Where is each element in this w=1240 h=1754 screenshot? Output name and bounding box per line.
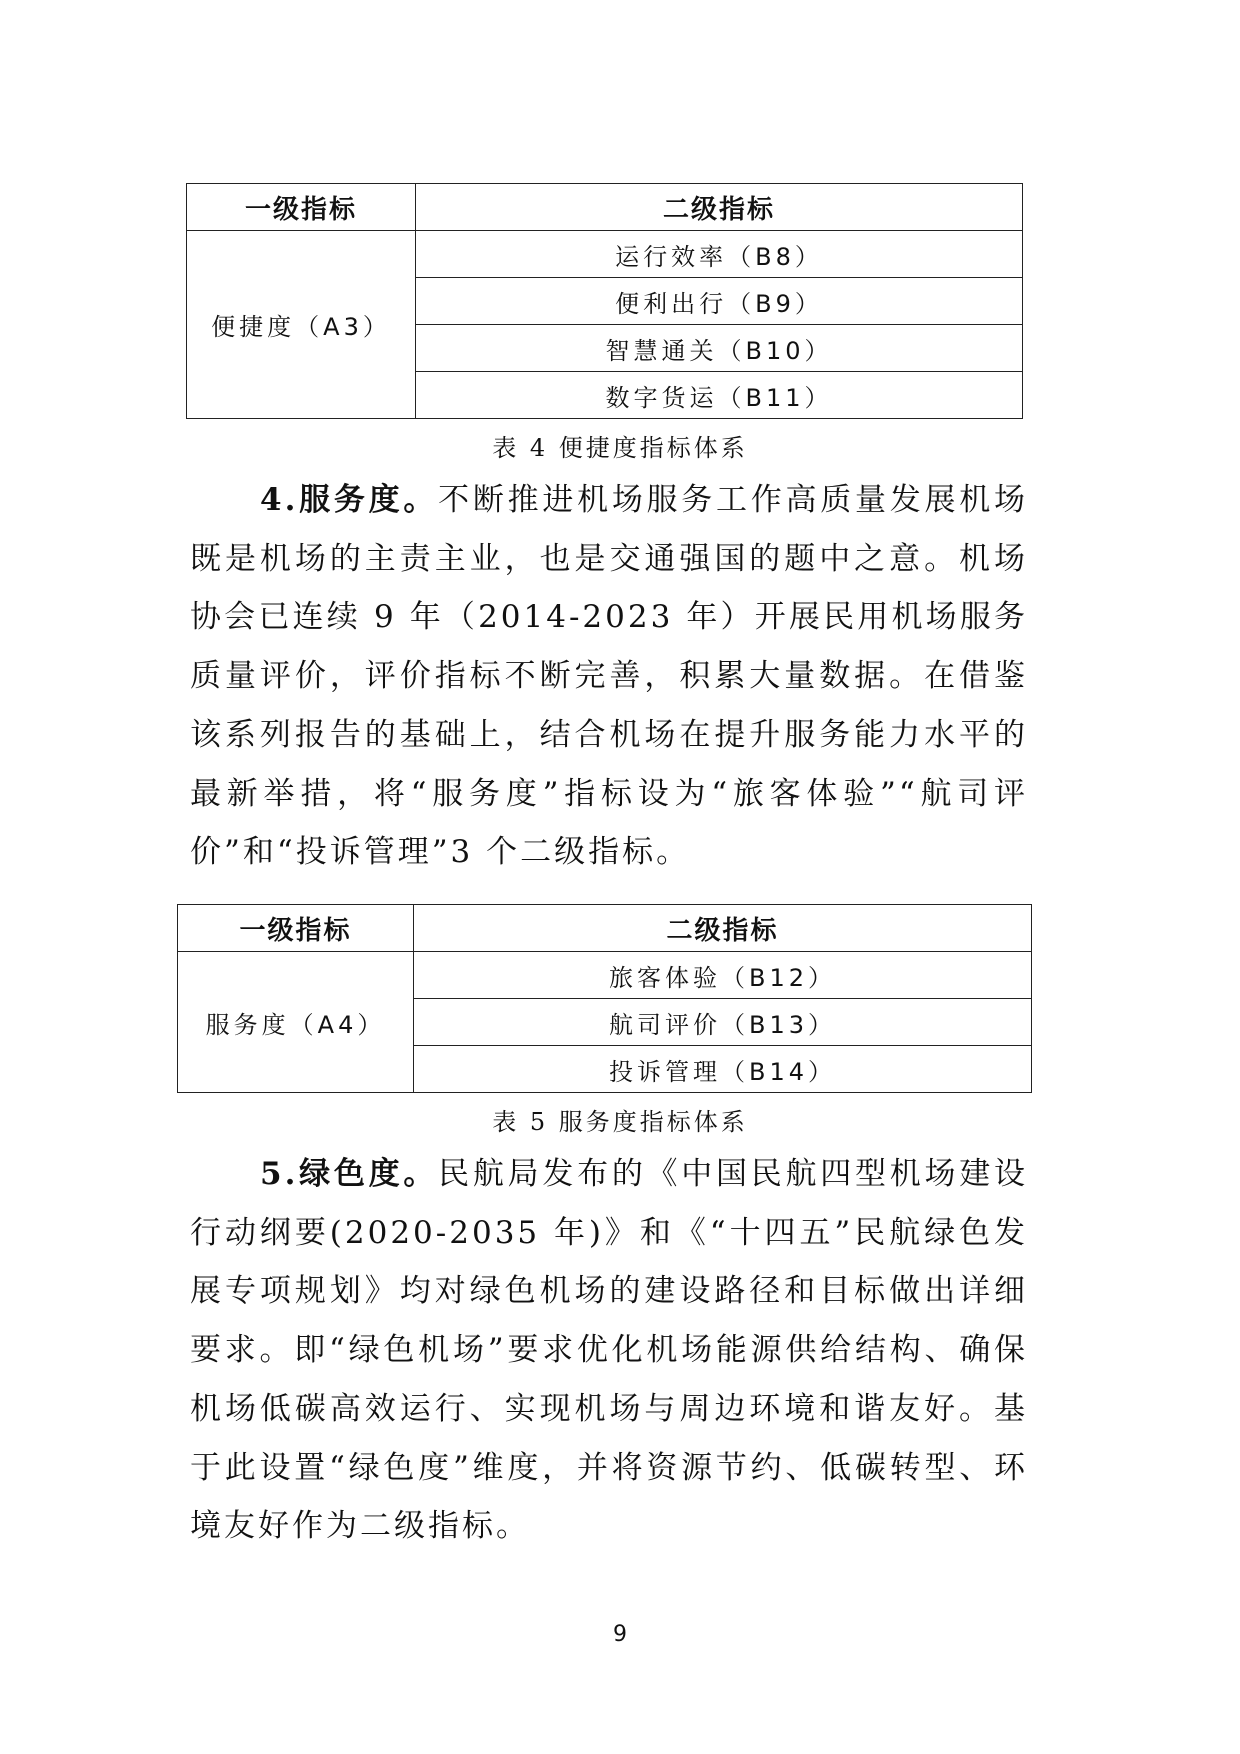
primary-indicator: 便捷度（A3） — [187, 231, 416, 419]
section-5-heading: 5.绿色度。 — [260, 1156, 439, 1192]
table-5-caption: 表 5 服务度指标体系 — [492, 1108, 748, 1136]
table-4 — [186, 183, 1023, 419]
section-4-paragraph — [190, 471, 1028, 882]
table-row — [187, 231, 1023, 278]
primary-indicator: 服务度（A4） — [178, 952, 414, 1093]
secondary-indicator: 数字货运（B11） — [416, 372, 1023, 419]
section-5-body: 民航局发布的《中国民航四型机场建设行动纲要(2020-2035 年)》和《“十四五”民航绿色发展专项规划》均对绿色机场的建设路径和目标做出详细要求。即“绿色机场”要求优化机场能源供给结构、确保机场低碳高效运行、实现机场与周边环境和谐友好。基于此设置“绿色度”维度，并将资源节约、低碳转型、环境友好作为二级指标。 — [190, 1156, 1028, 1545]
section-4-body: 不断推进机场服务工作高质量发展机场既是机场的主责主业，也是交通强国的题中之意。机场协会已连续 9 年（2014-2023 年）开展民用机场服务质量评价，评价指标不断完善，积累大量数据。在借鉴该系列报告的基础上，结合机场在提升服务能力水平的最新举措，将“服务度”指标设为“旅客体验”“航司评价”和“投诉管理”3 个二级指标。 — [190, 482, 1028, 871]
page-number: 9 — [613, 1622, 627, 1647]
secondary-indicator: 便利出行（B9） — [416, 278, 1023, 325]
secondary-indicator: 旅客体验（B12） — [414, 952, 1032, 999]
table-row — [178, 952, 1032, 999]
header-secondary: 二级指标 — [416, 184, 1023, 231]
secondary-indicator: 智慧通关（B10） — [416, 325, 1023, 372]
table-5 — [177, 904, 1032, 1093]
section-4-heading: 4.服务度。 — [260, 482, 439, 518]
header-primary: 一级指标 — [187, 184, 416, 231]
table-header-row — [178, 905, 1032, 952]
section-5-paragraph — [190, 1145, 1028, 1556]
secondary-indicator: 投诉管理（B14） — [414, 1046, 1032, 1093]
secondary-indicator: 航司评价（B13） — [414, 999, 1032, 1046]
header-primary: 一级指标 — [178, 905, 414, 952]
secondary-indicator: 运行效率（B8） — [416, 231, 1023, 278]
table-4-caption: 表 4 便捷度指标体系 — [492, 434, 748, 462]
header-secondary: 二级指标 — [414, 905, 1032, 952]
table-header-row — [187, 184, 1023, 231]
